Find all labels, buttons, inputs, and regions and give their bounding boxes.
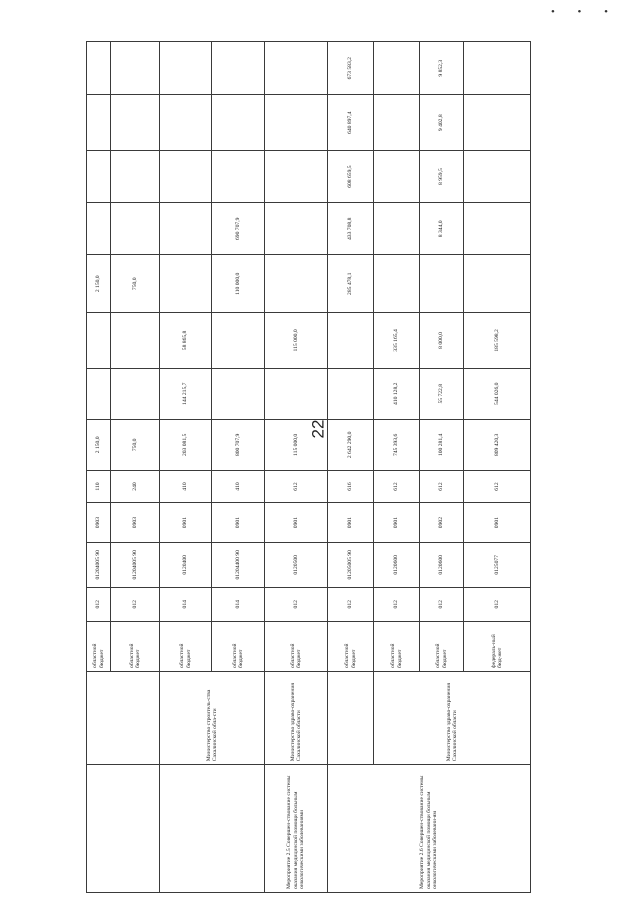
csr-cell: 01204005 90 <box>111 543 160 587</box>
value-cell <box>265 368 328 419</box>
value-cell: 9 402,8 <box>420 95 464 151</box>
rzpr-cell: 0902 <box>420 503 464 543</box>
value-cell: 9 852,3 <box>420 42 464 95</box>
vr-cell: 240 <box>111 470 160 502</box>
value-cell <box>160 150 212 202</box>
executor-cell: Министерство здраво-охранения Сахалинской области <box>374 671 531 764</box>
value-cell <box>111 313 160 369</box>
source-cell: областной бюджет <box>111 621 160 671</box>
rzpr-cell: 0901 <box>464 503 531 543</box>
total-cell: 809 420,3 <box>464 419 531 470</box>
vr-cell: 612 <box>374 470 420 502</box>
table-row <box>160 42 212 893</box>
budget-table <box>86 41 531 893</box>
value-cell <box>87 203 111 255</box>
value-cell <box>87 313 111 369</box>
total-cell: 2 642 290,0 <box>328 419 374 470</box>
value-cell <box>111 95 160 151</box>
value-cell <box>464 203 531 255</box>
value-cell: 185 598,2 <box>464 313 531 369</box>
value-cell: 144 215,7 <box>160 368 212 419</box>
vr-cell: 410 <box>160 470 212 502</box>
rzpr-cell: 0901 <box>328 503 374 543</box>
csr-cell: 01205005 90 <box>328 543 374 587</box>
value-cell: 58 865,8 <box>160 313 212 369</box>
value-cell <box>212 313 265 369</box>
measure-cell: Мероприятие 2.5 Совершен-ствование системы оказания медицинской помощи больным онкологическими заболеваниями <box>265 765 328 893</box>
rzpr-cell: 0901 <box>212 503 265 543</box>
source-cell: областной бюджет <box>265 621 328 671</box>
source-cell: областной бюджет <box>87 621 111 671</box>
csr-cell: 0120500 <box>265 543 328 587</box>
value-cell <box>374 42 420 95</box>
rzpr-cell: 0901 <box>160 503 212 543</box>
source-cell: областной бюджет <box>374 621 420 671</box>
vr-cell: 410 <box>212 470 265 502</box>
grbs-cell: 012 <box>87 587 111 621</box>
measure-cell <box>160 765 265 893</box>
rzpr-cell: 0901 <box>265 503 328 543</box>
total-cell: 2 150,0 <box>87 419 111 470</box>
rotated-table-container <box>86 41 530 893</box>
value-cell <box>374 95 420 151</box>
value-cell <box>265 255 328 313</box>
grbs-cell: 012 <box>328 587 374 621</box>
csr-cell: 01204400 90 <box>212 543 265 587</box>
grbs-cell: 012 <box>111 587 160 621</box>
value-cell <box>374 203 420 255</box>
value-cell <box>111 203 160 255</box>
source-cell: областной бюджет <box>328 621 374 671</box>
value-cell <box>374 150 420 202</box>
grbs-cell: 012 <box>265 587 328 621</box>
value-cell <box>87 95 111 151</box>
table-row <box>87 42 111 893</box>
value-cell: 640 897,4 <box>328 95 374 151</box>
executor-cell <box>328 671 374 764</box>
value-cell <box>160 203 212 255</box>
source-cell: областной бюджет <box>420 621 464 671</box>
vr-cell: 612 <box>265 470 328 502</box>
value-cell: 110 000,0 <box>212 255 265 313</box>
value-cell <box>374 255 420 313</box>
executor-cell: Министерство строитель-ства Сахалинской обла-сти <box>160 671 265 764</box>
value-cell: 8 959,5 <box>420 150 464 202</box>
scan-specks: • • • <box>550 6 618 18</box>
value-cell <box>265 150 328 202</box>
value-cell <box>111 150 160 202</box>
source-cell: федераль-ный бюд-жет <box>464 621 531 671</box>
page-number: 22 <box>308 419 328 439</box>
value-cell <box>328 313 374 369</box>
csr-cell: 0120600 <box>420 543 464 587</box>
value-cell <box>87 42 111 95</box>
value-cell <box>111 368 160 419</box>
value-cell: 544 026,0 <box>464 368 531 419</box>
total-cell: 203 081,5 <box>160 419 212 470</box>
total-cell: 800 707,9 <box>212 419 265 470</box>
grbs-cell: 012 <box>464 587 531 621</box>
value-cell: 410 128,2 <box>374 368 420 419</box>
value-cell: 2 150,0 <box>87 255 111 313</box>
grbs-cell: 012 <box>420 587 464 621</box>
vr-cell: 612 <box>420 470 464 502</box>
vr-cell: 616 <box>328 470 374 502</box>
source-cell: областной бюджет <box>160 621 212 671</box>
value-cell <box>464 255 531 313</box>
table-row <box>265 42 328 893</box>
value-cell <box>265 95 328 151</box>
value-cell <box>87 150 111 202</box>
value-cell <box>212 368 265 419</box>
csr-cell: 01204005 90 <box>87 543 111 587</box>
vr-cell: 110 <box>87 470 111 502</box>
value-cell <box>111 42 160 95</box>
total-cell: 100 281,4 <box>420 419 464 470</box>
total-cell: 745 393,6 <box>374 419 420 470</box>
table-row <box>328 42 374 893</box>
value-cell <box>464 150 531 202</box>
rzpr-cell: 0901 <box>374 503 420 543</box>
grbs-cell: 012 <box>374 587 420 621</box>
csr-cell: 0125077 <box>464 543 531 587</box>
grbs-cell: 014 <box>160 587 212 621</box>
csr-cell: 0120400 <box>160 543 212 587</box>
value-cell: 115 000,0 <box>265 313 328 369</box>
value-cell <box>265 203 328 255</box>
value-cell: 55 722,8 <box>420 368 464 419</box>
value-cell: 8 000,0 <box>420 313 464 369</box>
value-cell: 8 344,0 <box>420 203 464 255</box>
measure-cell <box>87 765 160 893</box>
measure-cell: Мероприятие 2.6 Совершен-ствование системы оказания медицинской помощи больным онкологическими заболевани-ям <box>328 765 531 893</box>
value-cell: 750,0 <box>111 255 160 313</box>
value-cell: 335 165,4 <box>374 313 420 369</box>
value-cell <box>420 255 464 313</box>
source-cell: областной бюджет <box>212 621 265 671</box>
csr-cell: 0120600 <box>374 543 420 587</box>
value-cell: 690 707,9 <box>212 203 265 255</box>
value-cell <box>87 368 111 419</box>
value-cell <box>212 150 265 202</box>
grbs-cell: 014 <box>212 587 265 621</box>
value-cell: 285 478,1 <box>328 255 374 313</box>
value-cell: 433 708,8 <box>328 203 374 255</box>
value-cell <box>160 42 212 95</box>
value-cell <box>212 95 265 151</box>
value-cell <box>265 42 328 95</box>
total-cell: 750,0 <box>111 419 160 470</box>
value-cell <box>212 42 265 95</box>
total-cell: 115 000,0 <box>265 419 328 470</box>
value-cell: 608 659,5 <box>328 150 374 202</box>
value-cell <box>464 95 531 151</box>
value-cell <box>160 95 212 151</box>
rzpr-cell: 0903 <box>87 503 111 543</box>
value-cell: 673 583,2 <box>328 42 374 95</box>
executor-cell <box>87 671 160 764</box>
rzpr-cell: 0903 <box>111 503 160 543</box>
executor-cell: Министерство здраво-охранения Сахалинской области <box>265 671 328 764</box>
value-cell <box>328 368 374 419</box>
vr-cell: 612 <box>464 470 531 502</box>
value-cell <box>160 255 212 313</box>
value-cell <box>464 42 531 95</box>
